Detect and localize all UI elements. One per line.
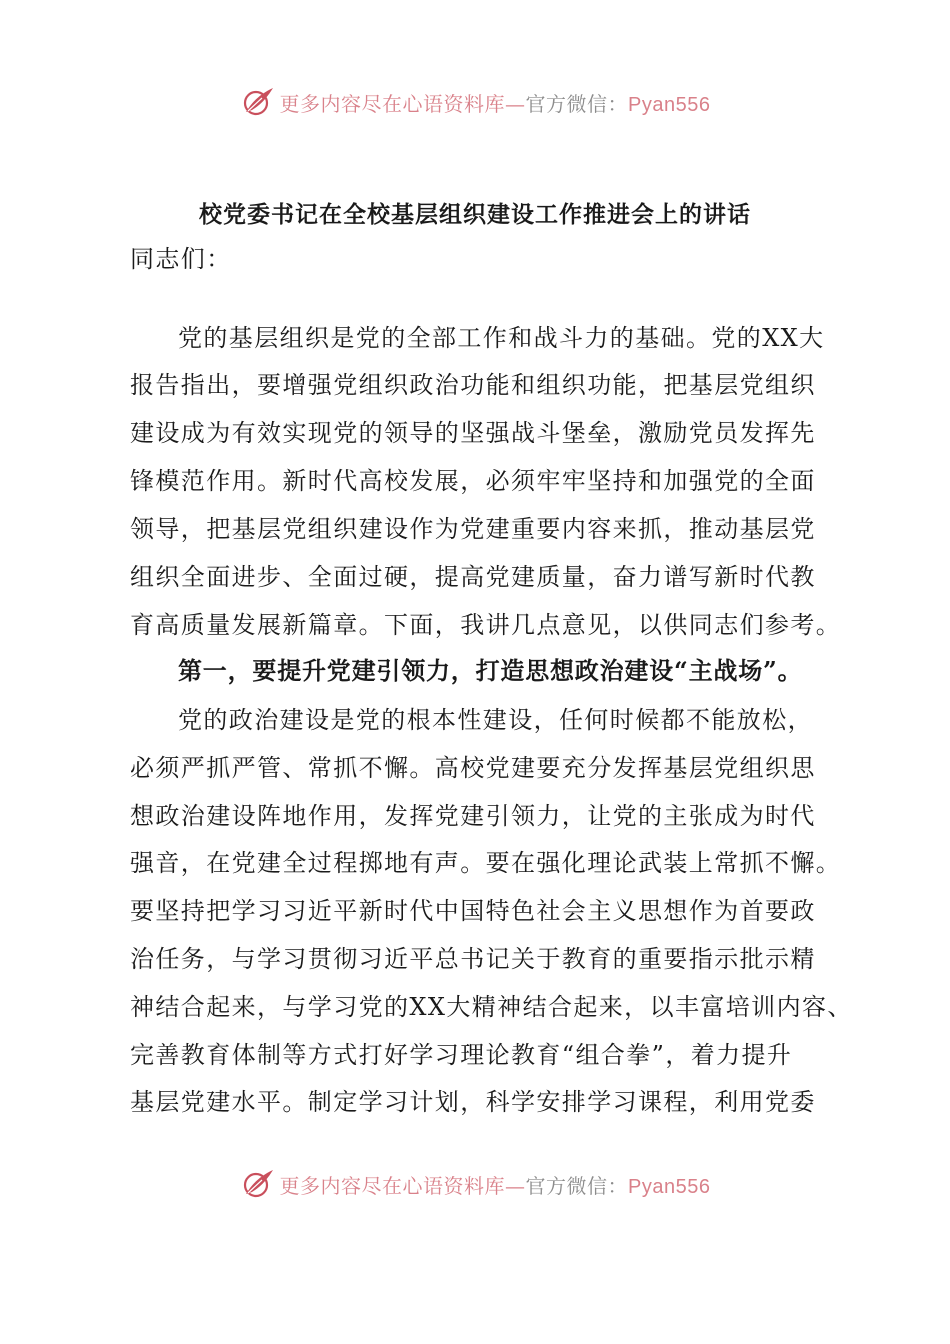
promo-slogan: 更多内容尽在心语资料库 xyxy=(279,1173,506,1198)
promo-official-label: 官方微信： xyxy=(525,91,629,116)
body-line: 领导，把基层党组织建设作为党建重要内容来抓，推动基层党 xyxy=(130,515,816,543)
body-line: 完善教育体制等方式打好学习理论教育“组合拳”，着力提升 xyxy=(130,1041,793,1069)
body-line: 报告指出，要增强党组织政治功能和组织功能，把基层党组织 xyxy=(130,371,816,399)
body-line: 要坚持把学习习近平新时代中国特色社会主义思想作为首要政 xyxy=(130,897,816,925)
body-line: 组织全面进步、全面过硬，提高党建质量，奋力谱写新时代教 xyxy=(130,563,816,591)
promo-official-label: 官方微信： xyxy=(525,1173,629,1198)
body-line: 神结合起来，与学习党的XX大精神结合起来，以丰富培训内容、 xyxy=(130,993,853,1021)
header-watermark xyxy=(0,80,950,124)
body-line: 基层党建水平。制定学习计划，科学安排学习课程，利用党委 xyxy=(130,1088,816,1116)
body-line: 治任务，与学习贯彻习近平总书记关于教育的重要指示批示精 xyxy=(130,945,816,973)
body-line: 党的政治建设是党的根本性建设，任何时候都不能放松， xyxy=(178,706,813,734)
section-heading: 第一，要提升党建引领力，打造思想政治建设“主战场”。 xyxy=(178,656,803,685)
body-line: 建设成为有效实现党的领导的坚强战斗堡垒，激励党员发挥先 xyxy=(130,419,816,447)
promo-text xyxy=(280,1170,711,1199)
quill-logo-icon xyxy=(240,84,276,120)
salutation: 同志们： xyxy=(130,245,232,273)
body-line: 党的基层组织是党的全部工作和战斗力的基础。党的XX大 xyxy=(178,324,825,352)
body-line: 强音，在党建全过程掷地有声。要在强化理论武装上常抓不懈。 xyxy=(130,849,842,877)
body-line: 想政治建设阵地作用，发挥党建引领力，让党的主张成为时代 xyxy=(130,802,816,830)
promo-wechat-id: Pyan556 xyxy=(628,1175,711,1198)
body-line: 锋模范作用。新时代高校发展，必须牢牢坚持和加强党的全面 xyxy=(130,467,816,495)
footer-watermark xyxy=(0,1162,950,1206)
promo-slogan: 更多内容尽在心语资料库 xyxy=(279,91,506,116)
body-line: 必须严抓严管、常抓不懈。高校党建要充分发挥基层党组织思 xyxy=(130,754,816,782)
promo-text xyxy=(280,88,711,117)
body-line: 育高质量发展新篇章。下面，我讲几点意见，以供同志们参考。 xyxy=(130,611,842,639)
promo-dash: — xyxy=(505,1173,526,1198)
document-title: 校党委书记在全校基层组织建设工作推进会上的讲话 xyxy=(199,201,751,228)
promo-wechat-id: Pyan556 xyxy=(628,93,711,116)
quill-logo-icon xyxy=(240,1166,276,1202)
promo-dash: — xyxy=(505,91,526,116)
